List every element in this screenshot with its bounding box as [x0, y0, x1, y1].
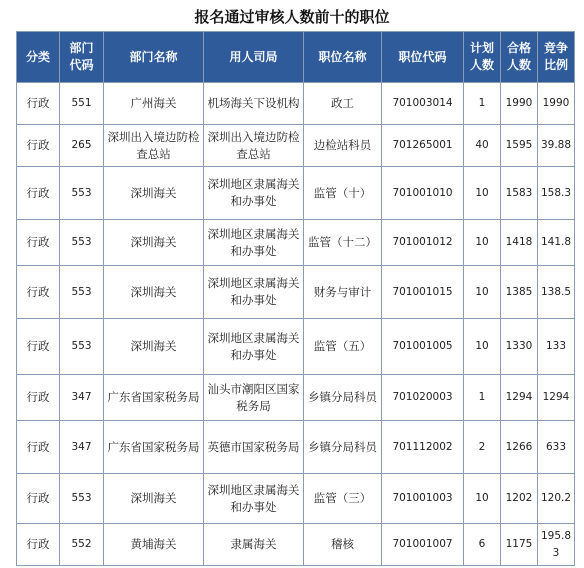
cell-category: 行政 — [17, 474, 60, 524]
table-row — [17, 167, 575, 220]
cell-dept-name: 深圳海关 — [104, 266, 204, 319]
cell-ratio: 195.83 — [538, 524, 575, 566]
cell-category: 行政 — [17, 83, 60, 125]
cell-ratio: 133 — [538, 319, 575, 375]
cell-planned: 10 — [464, 319, 501, 375]
cell-position-code: 701001015 — [382, 266, 464, 319]
cell-position-code: 701001010 — [382, 167, 464, 220]
header-qualified: 合格 人数 — [501, 32, 538, 83]
cell-position-name: 监管（三） — [304, 474, 382, 524]
cell-planned: 1 — [464, 83, 501, 125]
cell-category: 行政 — [17, 319, 60, 375]
cell-dept-code: 552 — [60, 524, 104, 566]
cell-qualified: 1385 — [501, 266, 538, 319]
cell-qualified: 1595 — [501, 125, 538, 167]
table-row — [17, 474, 575, 524]
cell-category: 行政 — [17, 524, 60, 566]
cell-dept-name: 深圳海关 — [104, 319, 204, 375]
cell-category: 行政 — [17, 266, 60, 319]
positions-table — [16, 31, 575, 566]
cell-dept-code: 553 — [60, 220, 104, 266]
cell-planned: 10 — [464, 474, 501, 524]
cell-dept-code: 551 — [60, 83, 104, 125]
header-category: 分类 — [17, 32, 60, 83]
cell-category: 行政 — [17, 421, 60, 474]
cell-position-code: 701001003 — [382, 474, 464, 524]
table-row — [17, 83, 575, 125]
cell-position-code: 701001012 — [382, 220, 464, 266]
cell-dept-code: 347 — [60, 421, 104, 474]
cell-planned: 40 — [464, 125, 501, 167]
header-dept-code: 部门 代码 — [60, 32, 104, 83]
header-planned: 计划 人数 — [464, 32, 501, 83]
cell-employer: 深圳地区隶属海关和办事处 — [204, 220, 304, 266]
cell-qualified: 1175 — [501, 524, 538, 566]
cell-dept-code: 553 — [60, 474, 104, 524]
cell-dept-name: 广州海关 — [104, 83, 204, 125]
cell-qualified: 1583 — [501, 167, 538, 220]
cell-ratio: 633 — [538, 421, 575, 474]
header-dept-name: 部门名称 — [104, 32, 204, 83]
cell-planned: 6 — [464, 524, 501, 566]
cell-position-name: 监管（五） — [304, 319, 382, 375]
cell-position-code: 701003014 — [382, 83, 464, 125]
cell-employer: 深圳地区隶属海关和办事处 — [204, 167, 304, 220]
cell-planned: 10 — [464, 167, 501, 220]
table-row — [17, 375, 575, 421]
cell-dept-code: 265 — [60, 125, 104, 167]
header-row — [17, 32, 575, 83]
cell-ratio: 39.88 — [538, 125, 575, 167]
cell-employer: 深圳地区隶属海关和办事处 — [204, 474, 304, 524]
cell-ratio: 120.2 — [538, 474, 575, 524]
cell-planned: 10 — [464, 266, 501, 319]
cell-position-code: 701265001 — [382, 125, 464, 167]
cell-dept-code: 553 — [60, 167, 104, 220]
cell-dept-name: 深圳海关 — [104, 474, 204, 524]
header-ratio: 竞争 比例 — [538, 32, 575, 83]
cell-dept-name: 黄埔海关 — [104, 524, 204, 566]
header-employer: 用人司局 — [204, 32, 304, 83]
cell-qualified: 1202 — [501, 474, 538, 524]
cell-ratio: 1294 — [538, 375, 575, 421]
cell-dept-name: 广东省国家税务局 — [104, 421, 204, 474]
table-row — [17, 319, 575, 375]
cell-employer: 深圳地区隶属海关和办事处 — [204, 266, 304, 319]
cell-ratio: 138.5 — [538, 266, 575, 319]
cell-qualified: 1990 — [501, 83, 538, 125]
cell-employer: 深圳出入境边防检查总站 — [204, 125, 304, 167]
cell-category: 行政 — [17, 125, 60, 167]
cell-position-code: 701001005 — [382, 319, 464, 375]
cell-dept-code: 347 — [60, 375, 104, 421]
cell-employer: 机场海关下设机构 — [204, 83, 304, 125]
cell-position-code: 701001007 — [382, 524, 464, 566]
header-position-name: 职位名称 — [304, 32, 382, 83]
cell-position-name: 乡镇分局科员 — [304, 375, 382, 421]
table-row — [17, 125, 575, 167]
cell-category: 行政 — [17, 167, 60, 220]
table-row — [17, 266, 575, 319]
cell-position-name: 监管（十） — [304, 167, 382, 220]
table-row — [17, 421, 575, 474]
cell-position-name: 财务与审计 — [304, 266, 382, 319]
cell-planned: 10 — [464, 220, 501, 266]
cell-ratio: 1990 — [538, 83, 575, 125]
cell-dept-code: 553 — [60, 266, 104, 319]
cell-dept-name: 深圳出入境边防检查总站 — [104, 125, 204, 167]
cell-position-name: 稽核 — [304, 524, 382, 566]
cell-employer: 隶属海关 — [204, 524, 304, 566]
cell-position-name: 边检站科员 — [304, 125, 382, 167]
table-row — [17, 220, 575, 266]
cell-qualified: 1266 — [501, 421, 538, 474]
cell-position-code: 701020003 — [382, 375, 464, 421]
cell-position-name: 政工 — [304, 83, 382, 125]
cell-qualified: 1418 — [501, 220, 538, 266]
cell-employer: 汕头市潮阳区国家税务局 — [204, 375, 304, 421]
table-row — [17, 524, 575, 566]
cell-qualified: 1294 — [501, 375, 538, 421]
cell-ratio: 158.3 — [538, 167, 575, 220]
page-title: 报名通过审核人数前十的职位 — [194, 8, 390, 26]
cell-qualified: 1330 — [501, 319, 538, 375]
cell-employer: 深圳地区隶属海关和办事处 — [204, 319, 304, 375]
cell-dept-name: 深圳海关 — [104, 167, 204, 220]
cell-dept-name: 广东省国家税务局 — [104, 375, 204, 421]
cell-category: 行政 — [17, 375, 60, 421]
header-position-code: 职位代码 — [382, 32, 464, 83]
cell-dept-name: 深圳海关 — [104, 220, 204, 266]
cell-ratio: 141.8 — [538, 220, 575, 266]
cell-category: 行政 — [17, 220, 60, 266]
cell-planned: 1 — [464, 375, 501, 421]
cell-position-name: 乡镇分局科员 — [304, 421, 382, 474]
cell-position-name: 监管（十二） — [304, 220, 382, 266]
cell-planned: 2 — [464, 421, 501, 474]
cell-position-code: 701112002 — [382, 421, 464, 474]
cell-dept-code: 553 — [60, 319, 104, 375]
cell-employer: 英德市国家税务局 — [204, 421, 304, 474]
